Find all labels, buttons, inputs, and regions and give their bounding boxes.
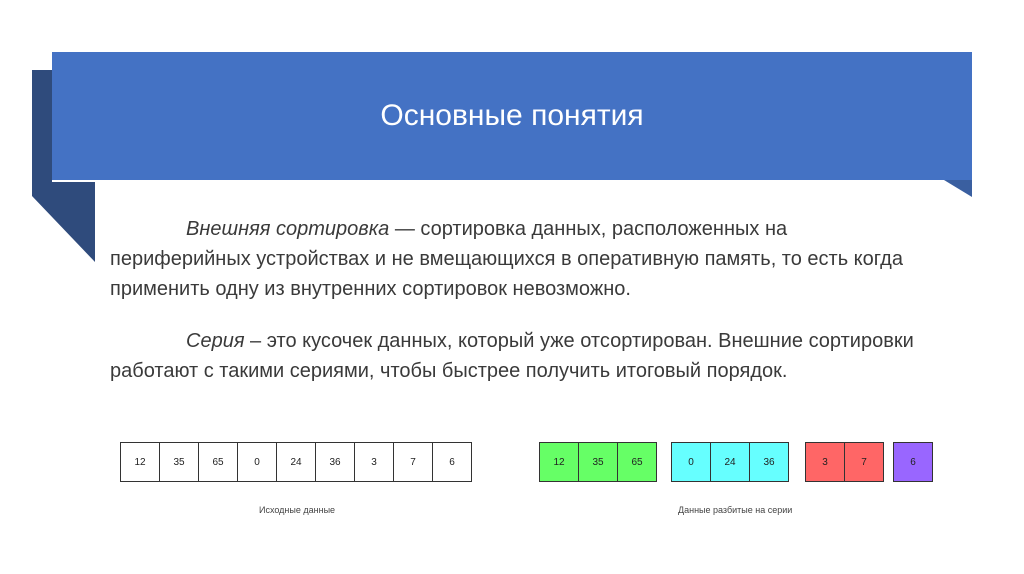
series-group-4 [893,442,933,482]
data-cell: 65 [198,442,238,482]
series-data-caption: Данные разбитые на серии [678,505,793,515]
data-cell: 6 [432,442,472,482]
data-cell: 35 [159,442,199,482]
series-cell: 65 [617,442,657,482]
series-cell: 7 [844,442,884,482]
data-cell: 24 [276,442,316,482]
series-group-1 [539,442,657,482]
definition-text: — сортировка данных, расположенных на периферийных устройствах и не вмещающихся в оперативную память, то есть когда применить одну из внутренних сортировок невозможно. [110,218,903,300]
banner-right-fold [944,180,972,197]
term-series: Серия [186,330,245,352]
series-cell: 12 [539,442,579,482]
series-group-3 [805,442,884,482]
source-data-row [120,442,472,482]
series-cell: 0 [671,442,711,482]
series-cell: 3 [805,442,845,482]
series-group-2 [671,442,789,482]
definition-series [110,326,930,386]
data-cell: 7 [393,442,433,482]
series-cell: 24 [710,442,750,482]
data-cell: 0 [237,442,277,482]
series-cell: 35 [578,442,618,482]
series-cell: 36 [749,442,789,482]
term-external-sort: Внешняя сортировка [186,218,390,240]
data-cell: 3 [354,442,394,482]
series-cell: 6 [893,442,933,482]
definition-text: – это кусочек данных, который уже отсортирован. Внешние сортировки работают с такими сериями, чтобы быстрее получить итоговый порядок. [110,330,914,382]
data-cell: 36 [315,442,355,482]
slide-title: Основные понятия [380,99,644,132]
data-cell: 12 [120,442,160,482]
definition-external-sort [110,214,930,304]
source-data-caption: Исходные данные [259,505,336,515]
